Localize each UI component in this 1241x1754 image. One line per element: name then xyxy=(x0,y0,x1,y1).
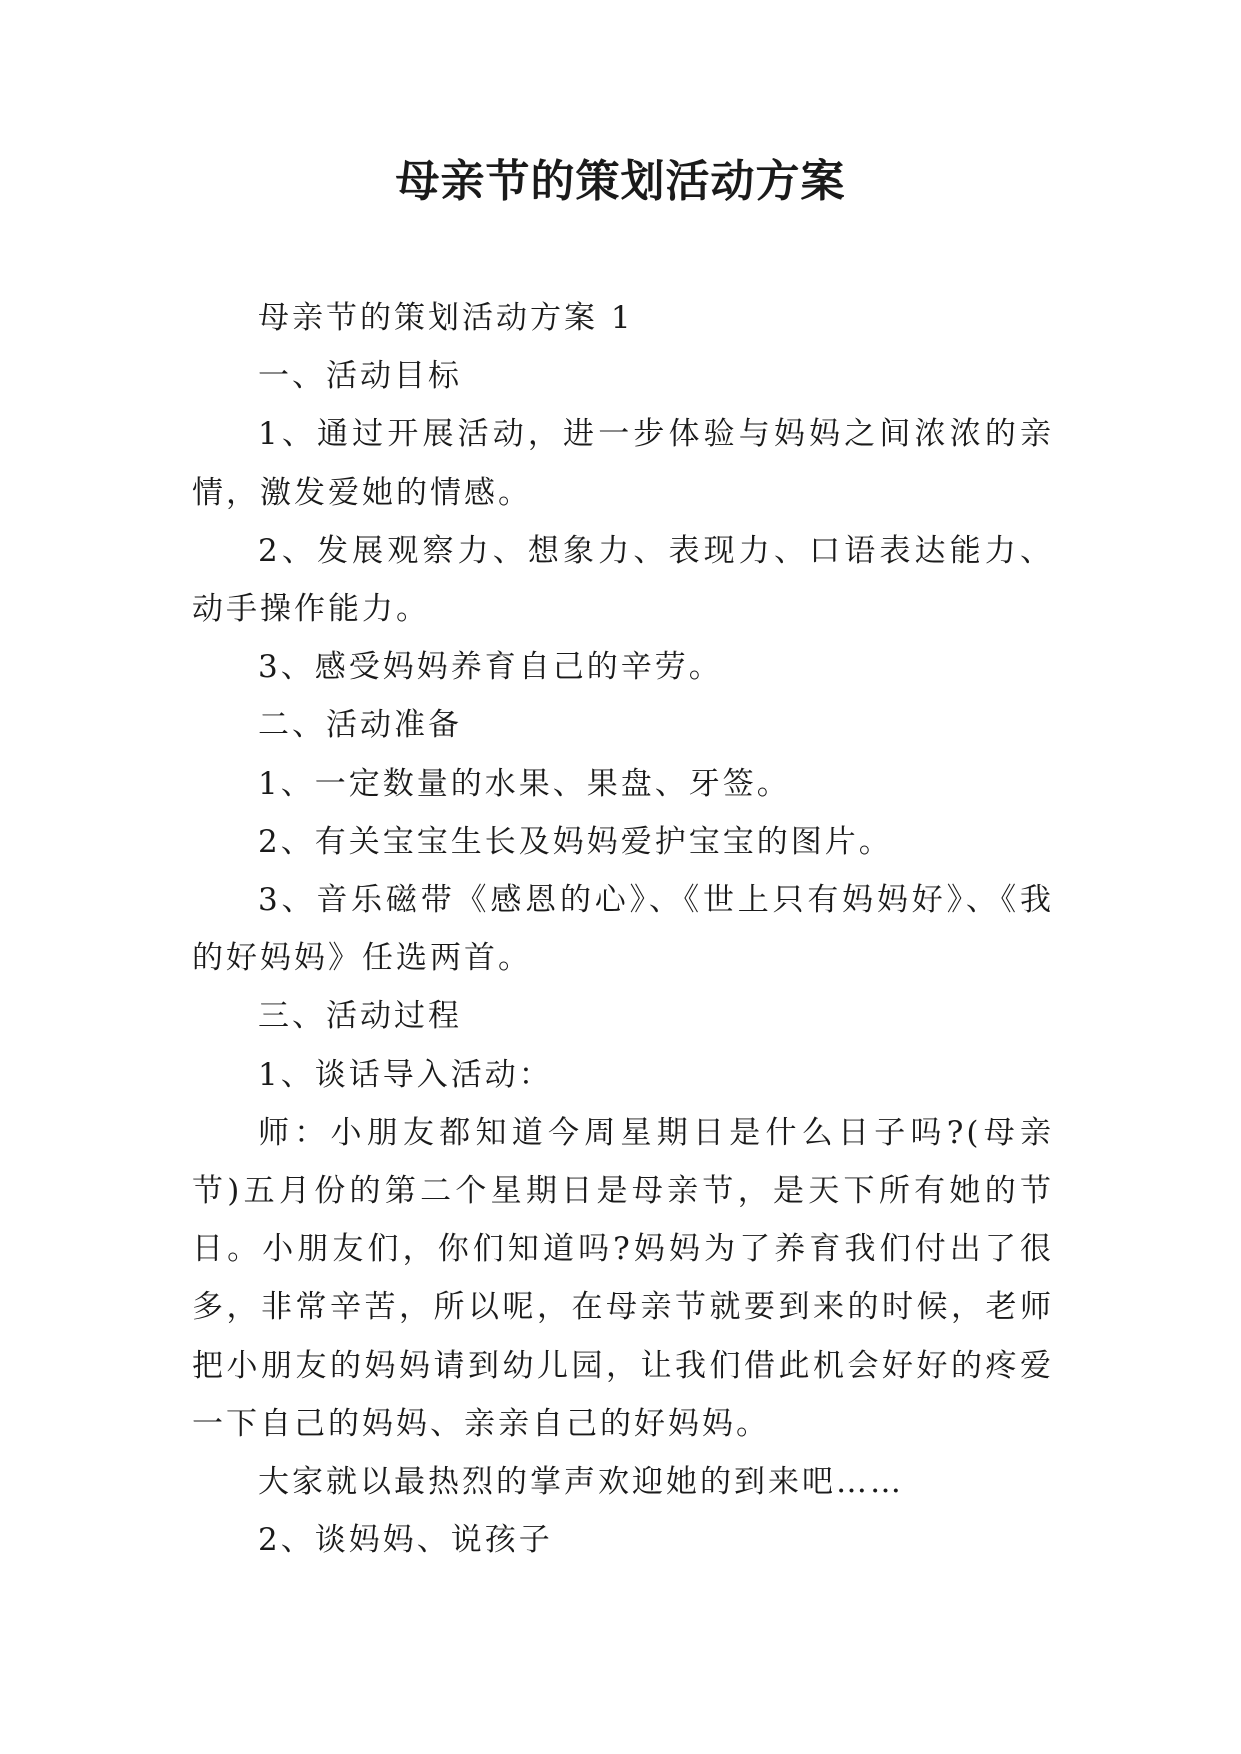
section-heading-process: 三、活动过程 xyxy=(258,998,462,1035)
paragraph-prep-2: 2、有关宝宝生长及妈妈爱护宝宝的图片。 xyxy=(258,823,893,860)
paragraph-goal-2: 2、发展观察力、想象力、表现力、口语表达能力、动手操作能力。 xyxy=(192,532,1054,628)
paragraph-goal-3: 3、感受妈妈养育自己的辛劳。 xyxy=(258,649,723,686)
paragraph-goal-1: 1、通过开展活动，进一步体验与妈妈之间浓浓的亲情，激发爱她的情感。 xyxy=(192,416,1054,511)
paragraph-prep-3: 3、音乐磁带《感恩的心》、《世上只有妈妈好》、《我的好妈妈》任选两首。 xyxy=(192,882,1054,977)
paragraph-prep-1: 1、一定数量的水果、果盘、牙签。 xyxy=(258,765,791,802)
paragraph-welcome: 大家就以最热烈的掌声欢迎她的到来吧…… xyxy=(258,1464,904,1501)
document-body xyxy=(192,289,1054,1569)
paragraph-subtitle: 母亲节的策划活动方案 1 xyxy=(258,300,634,336)
section-heading-goals: 一、活动目标 xyxy=(258,358,462,395)
document-title: 母亲节的策划活动方案 xyxy=(395,156,846,207)
section-heading-preparation: 二、活动准备 xyxy=(258,707,462,744)
paragraph-teacher-speech: 师：小朋友都知道今周星期日是什么日子吗?(母亲节)五月份的第二个星期日是母亲节，是天下所有她的节日。小朋友们，你们知道吗?妈妈为了养育我们付出了很多，非常辛苦，所以呢，在母亲节就要到来的时候，老师把小朋友的妈妈请到幼儿园，让我们借此机会好好的疼爱一下自己的妈妈、亲亲自己的好妈妈。 xyxy=(192,1114,1054,1442)
paragraph-process-2: 2、谈妈妈、说孩子 xyxy=(258,1522,553,1559)
paragraph-process-1: 1、谈话导入活动： xyxy=(258,1056,553,1093)
